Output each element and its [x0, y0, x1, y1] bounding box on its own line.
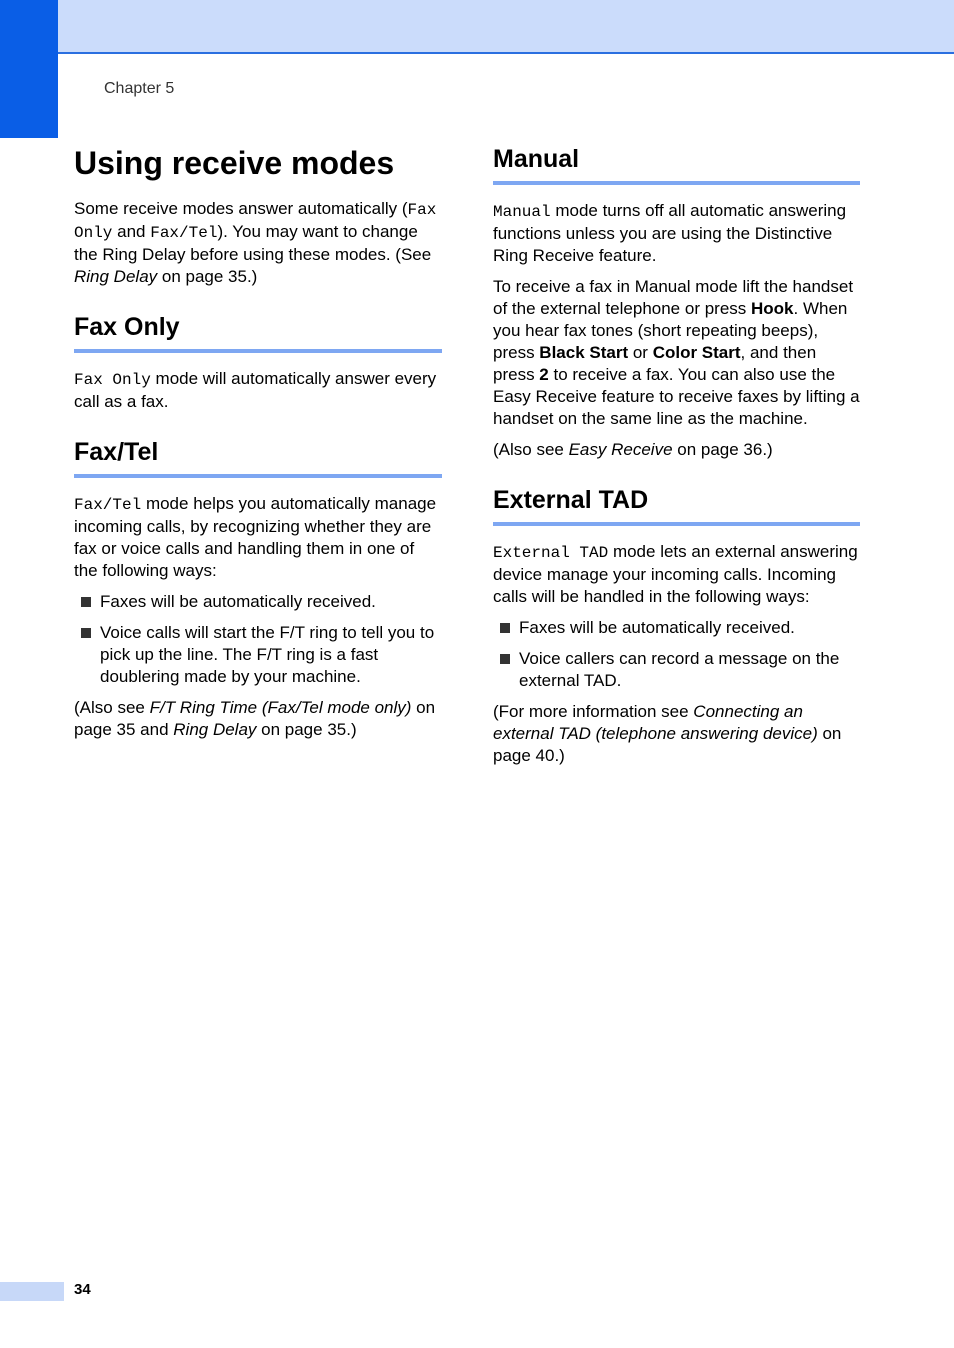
- fax-only-section: [74, 310, 442, 413]
- right-column: [493, 140, 860, 776]
- chapter-tab-marker: [0, 0, 58, 138]
- fax-tel-section: [74, 435, 442, 741]
- fax-tel-also-see: (Also see F/T Ring Time (Fax/Tel mode only) on page 35 and Ring Delay on page 35.): [74, 698, 436, 739]
- manual-heading: Manual: [493, 142, 860, 185]
- external-tad-paragraph: External TAD mode lets an external answering device manage your incoming calls. Incoming calls will be handled in the following ways:: [493, 542, 858, 606]
- chapter-label: Chapter 5: [104, 80, 175, 97]
- left-column: [74, 140, 442, 750]
- square-bullet-icon: [81, 597, 91, 607]
- external-tad-bullets: [493, 617, 860, 692]
- square-bullet-icon: [500, 623, 510, 633]
- external-tad-heading: External TAD: [493, 483, 860, 526]
- fax-tel-heading: Fax/Tel: [74, 435, 442, 478]
- footer-band: [0, 1282, 64, 1301]
- fax-tel-bullets: [74, 591, 442, 688]
- fax-only-heading: Fax Only: [74, 310, 442, 353]
- list-item: Faxes will be automatically received.: [493, 617, 860, 639]
- ring-delay-ref: Ring Delay: [74, 267, 158, 286]
- list-item: Voice calls will start the F/T ring to tell you to pick up the line. The F/T ring is a fast doublering made by your machine.: [74, 622, 442, 688]
- manual-paragraph-2: To receive a fax in Manual mode lift the handset of the external telephone or press Hook. When you hear fax tones (short repeating beeps), press Black Start or Color Start, and then press 2 to receive a fax. You can also use the Easy Receive feature to receive faxes by lifting a handset on the same line as the machine.: [493, 277, 860, 428]
- page-number: 34: [74, 1281, 91, 1298]
- external-tad-more-info: (For more information see Connecting an external TAD (telephone answering device) on page 40.): [493, 702, 842, 765]
- external-tad-section: [493, 483, 860, 767]
- manual-paragraph-1: Manual mode turns off all automatic answering functions unless you are using the Distinctive Ring Receive feature.: [493, 201, 847, 265]
- square-bullet-icon: [500, 654, 510, 664]
- page-title: Using receive modes: [74, 145, 395, 181]
- header-band: [0, 0, 954, 54]
- list-item: Faxes will be automatically received.: [74, 591, 442, 613]
- list-item: Voice callers can record a message on the external TAD.: [493, 648, 860, 692]
- square-bullet-icon: [81, 628, 91, 638]
- manual-also-see: (Also see Easy Receive on page 36.): [493, 440, 773, 459]
- fax-tel-paragraph: Fax/Tel mode helps you automatically manage incoming calls, by recognizing whether they are fax or voice calls and handling them in one of the following ways:: [74, 494, 437, 580]
- fax-only-paragraph: Fax Only mode will automatically answer every call as a fax.: [74, 369, 437, 411]
- intro-paragraph: Some receive modes answer automatically (Fax Only and Fax/Tel). You may want to change the Ring Delay before using these modes. (See Ring Delay on page 35.): [74, 199, 437, 286]
